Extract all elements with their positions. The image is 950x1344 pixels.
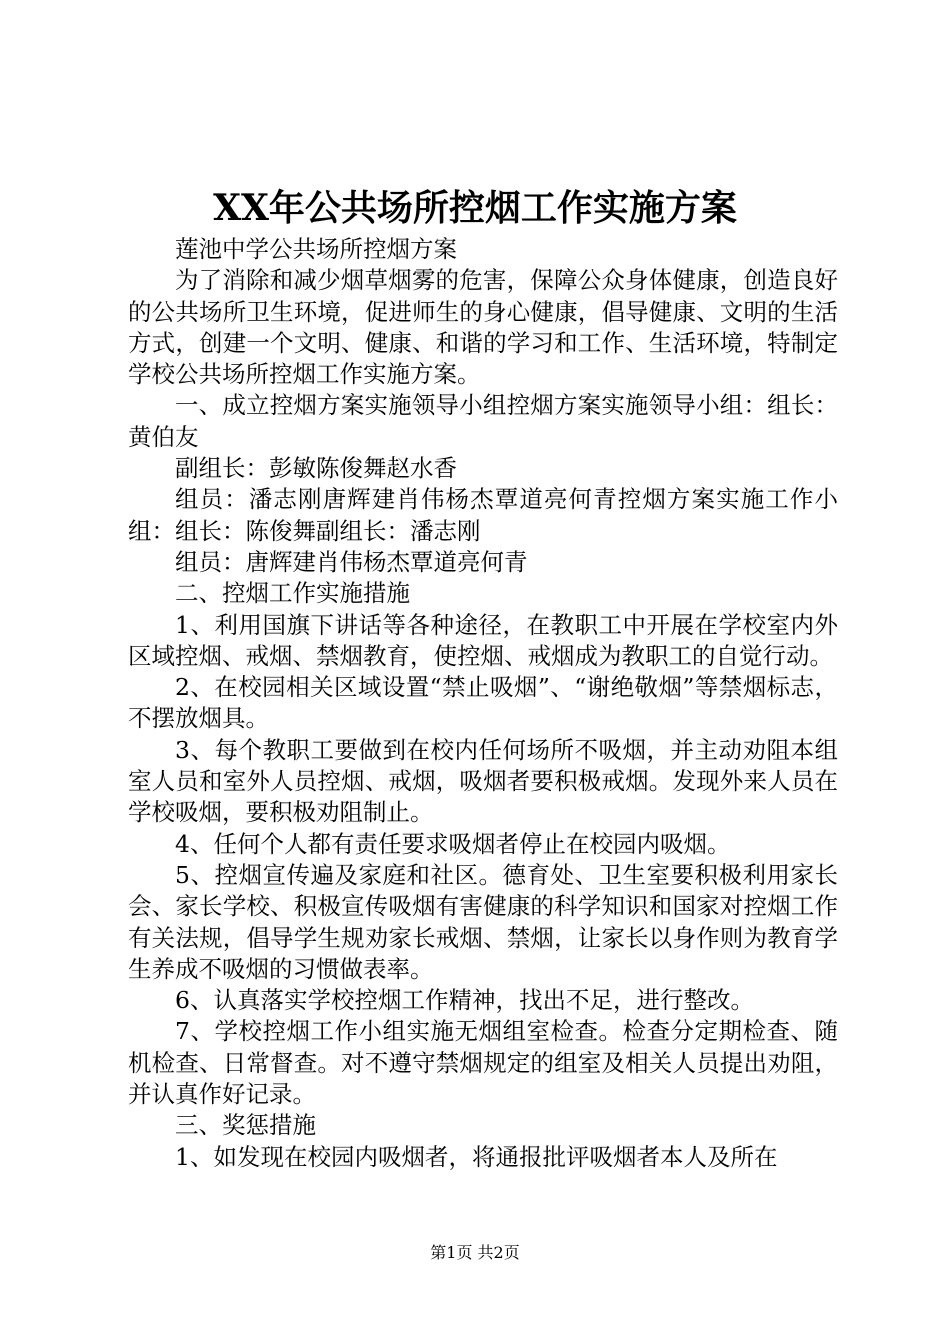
paragraph-measure-6: 6、认真落实学校控烟工作精神，找出不足，进行整改。: [175, 986, 754, 1015]
paragraph-school-name: 莲池中学公共场所控烟方案: [175, 235, 457, 263]
paragraph-measure-4: 4、任何个人都有责任要求吸烟者停止在校园内吸烟。: [175, 829, 731, 858]
paragraph-measure-3: 3、每个教职工要做到在校内任何场所不吸烟，并主动劝阻本组室人员和室外人员控烟、戒烟，吸烟者要积极戒烟。发现外来人员在学校吸烟，要积极劝阻制止。: [128, 735, 838, 827]
document-body: [128, 234, 838, 1173]
paragraph-reward-1: 1、如发现在校园内吸烟者，将通报批评吸烟者本人及所在: [175, 1142, 778, 1171]
paragraph-purpose: 为了消除和减少烟草烟雾的危害，保障公众身体健康，创造良好的公共场所卫生环境，促进师生的身心健康，倡导健康、文明的生活方式，创建一个文明、健康、和谐的学习和工作、生活环境，特制定学校公共场所控烟工作实施方案。: [128, 266, 838, 389]
document-title: XX年公共场所控烟工作实施方案: [213, 187, 737, 229]
paragraph-section-1: 一、成立控烟方案实施领导小组控烟方案实施领导小组：组长：黄伯友: [128, 391, 838, 451]
paragraph-measure-5: 5、控烟宣传遍及家庭和社区。德育处、卫生室要积极利用家长会、家长学校、积极宣传吸烟有害健康的科学知识和国家对控烟工作有关法规，倡导学生规劝家长戒烟、禁烟，让家长以身作则为教育学生养成不吸烟的习惯做表率。: [128, 860, 838, 983]
paragraph-measure-1: 1、利用国旗下讲话等各种途径，在教职工中开展在学校室内外区域控烟、戒烟、禁烟教育，使控烟、戒烟成为教职工的自觉行动。: [128, 610, 838, 670]
paragraph-measure-7: 7、学校控烟工作小组实施无烟组室检查。检查分定期检查、随机检查、日常督查。对不遵守禁烟规定的组室及相关人员提出劝阻，并认真作好记录。: [128, 1017, 838, 1109]
paragraph-deputy-leaders: 副组长：彭敏陈俊舞赵水香: [175, 454, 457, 483]
paragraph-measure-2: 2、在校园相关区域设置“禁止吸烟”、“谢绝敬烟”等禁烟标志，不摆放烟具。: [128, 673, 838, 733]
paragraph-members: 组员：唐辉建肖伟杨杰覃道亮何青: [175, 547, 528, 576]
paragraph-section-2: 二、控烟工作实施措施: [175, 579, 410, 608]
paragraph-section-3: 三、奖惩措施: [175, 1111, 316, 1140]
page-footer: 第1页 共2页: [430, 1243, 520, 1262]
paragraph-members-working-group: 组员：潘志刚唐辉建肖伟杨杰覃道亮何青控烟方案实施工作小组：组长：陈俊舞副组长：潘志刚: [128, 485, 838, 545]
